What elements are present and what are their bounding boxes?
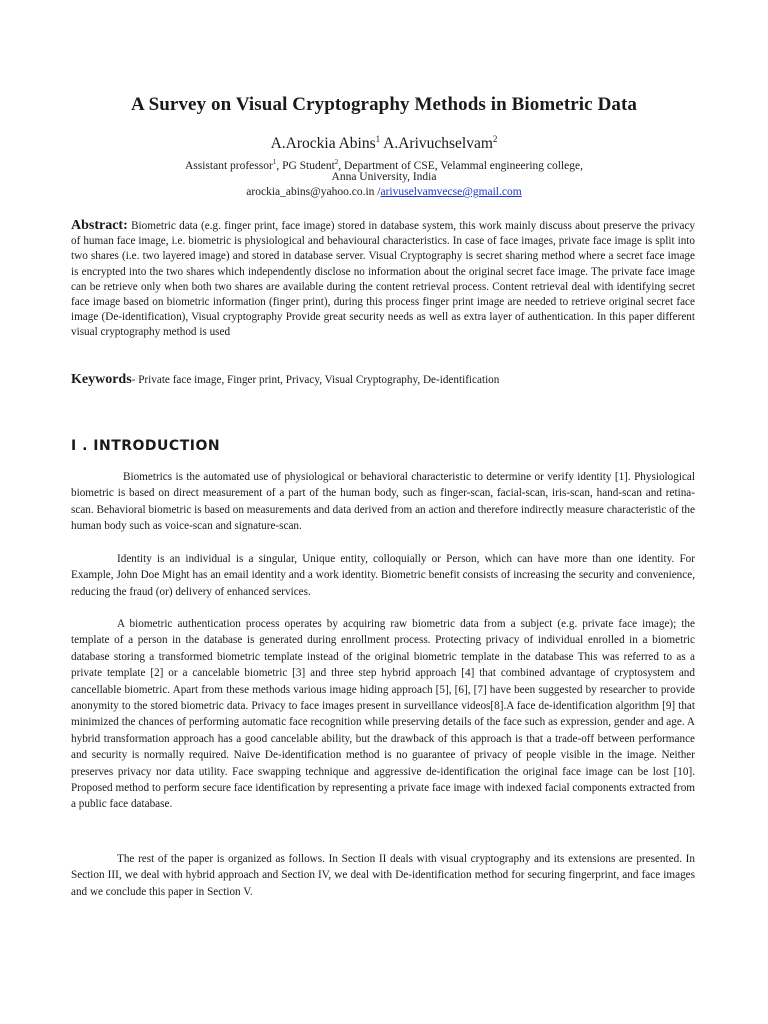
affiliation-sup-2: 2	[334, 158, 339, 166]
intro-paragraph-1-text: Biometrics is the automated use of physiological or behavioral characteristic to determine or verify identity [1]. Physiological biometric is based on direct measurement of a part of the human body, such as finger-scan, facial-scan, iris-scan, hand-scan and retina-scan. Behavioral biometric is based on measurements and data derived from an action and therefore indirectly measure characteristic of the human body such as voice-scan and signature-scan.	[71, 471, 695, 533]
affiliation-sup-1: 1	[272, 158, 277, 166]
affiliation-role-2: , PG Student	[276, 159, 335, 172]
keywords-text: Private face image, Finger print, Privacy, Visual Cryptography, De-identification	[135, 374, 500, 386]
abstract-label: Abstract:	[71, 218, 128, 233]
intro-paragraph-2	[71, 551, 695, 600]
author-1-name: A.Arockia Abins	[270, 135, 376, 153]
affiliation-role-1: Assistant professor	[184, 159, 273, 172]
author-2-sup: 2	[492, 134, 498, 144]
intro-paragraph-1	[71, 469, 695, 535]
intro-paragraph-4	[71, 851, 695, 900]
affiliation-line-2: Anna University, India	[331, 171, 437, 183]
intro-paragraph-3-text: A biometric authentication process operates by acquiring raw biometric data from a subject (e.g. private face image); the template of a person in the database is generated during enrollment process. Protecting privacy of individual enrolled in a biometric database storing a transformed biometric template instead of the original biometric template in the database This was referred to as a private template [2] or a cancelable biometric [3] and three step hybrid approach [4] that combined advantage of cryptosystem and cancellable biometric. Apart from these methods various image hiding approach [5], [6], [7] have been suggested by researcher to provide anonymity to the stored biometric data. Privacy to face images present in surveillance videos[8].A face de-identification algorithm [9] that minimized the chances of performing automatic face recognition while preserving details of the face such as expression, gender and age. A hybrid transformation approach has a good cancelable ability, but the drawback of this approach is that a trade-off between performance and security is normally required. Naive De-identification method is no guarantee of privacy of people visible in the image. Neither preserves privacy nor data utility. Face swapping technique and aggressive de-identification the original face image can be lost [10]. Proposed method to perform secure face identification by representing a private face image with indexed facial components extracted from a public face database.	[71, 618, 695, 811]
email-1: arockia_abins@yahoo.co.in /	[246, 186, 381, 198]
affiliation-institution: , Department of CSE, Velammal engineering college,	[338, 159, 584, 172]
abstract-text: Biometric data (e.g. finger print, face image) stored in database system, this work mainly discuss about preserve the privacy of human face image, i.e. biometric is physiological and behavioural characteristics. In case of face images, private face image is split into two shares (i.e. two layered image) and stored in database server. Visual Cryptography is secret sharing method where a secret face image is encrypted into the two shares which independently disclose no information about the original secret face image. The private face image can be retrieve only when both two shares are available during the content retrieval process. Content retrieval deal with identifying secret face image based on biometric information (finger print), during this process finger print image are needed to retrieve original secret face image (De-identification), Visual cryptography Provide great security needs as well as extra layer of authentication. In this paper different visual cryptography method is used	[71, 220, 696, 339]
intro-paragraph-2-text: Identity is an individual is a singular, Unique entity, colloquially or Person, which can have more than one identity. For Example, John Doe Might has an email identity and a work identity. Biometric benefit consists of increasing the security and convenience, reducing the fraud (or) delivery of enhanced services.	[71, 553, 695, 598]
intro-paragraph-4-text: The rest of the paper is organized as follows. In Section II deals with visual cryptography and its extensions are presented. In Section III, we deal with hybrid approach and Section IV, we deal with De-identification method for securing fingerprint, and face images and we conclude this paper in Section V.	[71, 853, 695, 898]
section-heading-introduction: I . INTRODUCTION	[71, 438, 221, 454]
intro-paragraph-3	[71, 616, 695, 813]
paper-title: A Survey on Visual Cryptography Methods in Biometric Data	[130, 94, 638, 115]
keywords-dash: -	[131, 374, 136, 386]
abstract-block	[71, 218, 695, 341]
author-line	[0, 134, 768, 153]
keywords-block	[71, 372, 695, 388]
author-2-name: A.Arivuchselvam	[383, 135, 493, 153]
author-1-sup: 1	[375, 134, 381, 144]
email-2-link[interactable]: arivuselvamvecse@gmail.com	[380, 186, 522, 198]
keywords-label: Keywords	[71, 372, 132, 387]
affiliation-emails	[0, 185, 768, 200]
